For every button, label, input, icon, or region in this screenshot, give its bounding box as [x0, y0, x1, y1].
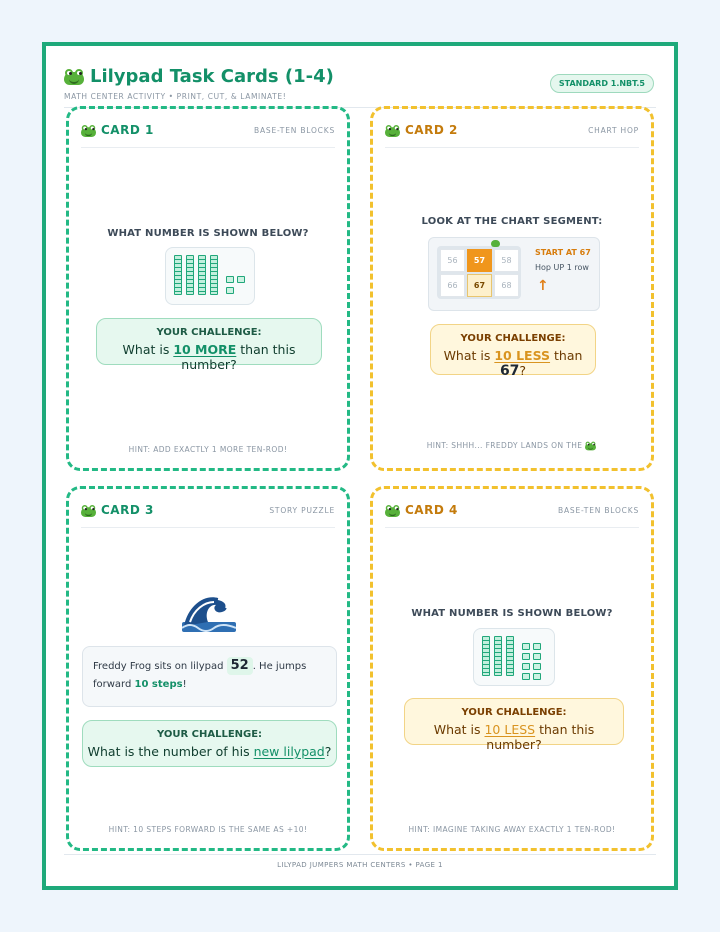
ten-rod	[198, 255, 206, 295]
standard-badge: STANDARD 1.NBT.5	[550, 74, 654, 93]
chart-cell: 68	[494, 274, 519, 297]
card-hint: HINT: SHHH... FREDDY LANDS ON THE	[373, 438, 651, 454]
frog-icon	[385, 505, 397, 517]
task-card-1	[66, 106, 350, 471]
card-header	[81, 123, 335, 148]
card-number: CARD 3	[101, 503, 154, 517]
page-title: Lilypad Task Cards (1-4)	[90, 66, 334, 87]
one-unit	[237, 276, 245, 283]
ten-rod	[210, 255, 218, 295]
story-box: Freddy Frog sits on lilypad 52 . He jumps forward 10 steps!	[82, 646, 337, 707]
frog-icon	[81, 125, 93, 137]
card-type: CHART HOP	[588, 126, 639, 135]
chart-cell-start: 67	[467, 274, 492, 297]
card-hint: HINT: 10 STEPS FORWARD IS THE SAME AS +10!	[108, 825, 308, 834]
base-ten-blocks	[473, 628, 555, 686]
one-unit	[522, 643, 530, 650]
frog-icon	[585, 442, 592, 451]
frog-icon	[491, 240, 500, 247]
challenge-label: YOUR CHALLENGE:	[156, 729, 263, 740]
one-unit	[522, 673, 530, 680]
one-unit	[522, 663, 530, 670]
challenge-question: What is 10 LESS than 67?	[443, 348, 583, 379]
chart-cell-highlighted: 57	[467, 249, 492, 272]
chart-cell: 58	[494, 249, 519, 272]
card-header	[81, 503, 335, 528]
hundreds-chart-segment	[428, 237, 600, 311]
card-number: CARD 2	[405, 123, 458, 137]
challenge-box	[404, 698, 624, 752]
one-unit	[522, 653, 530, 660]
move-label: Hop UP 1 row	[535, 263, 589, 272]
one-unit	[226, 276, 234, 283]
frog-icon	[385, 125, 397, 137]
challenge-label: YOUR CHALLENGE:	[156, 327, 262, 338]
task-card-4	[370, 486, 654, 851]
card-prompt: WHAT NUMBER IS SHOWN BELOW?	[107, 228, 309, 239]
challenge-box	[82, 720, 337, 767]
ten-rod	[186, 255, 194, 295]
chart-cell: 56	[440, 249, 465, 272]
card-hint: HINT: ADD EXACTLY 1 MORE TEN-ROD!	[128, 445, 288, 454]
page-footer: LILYPAD JUMPERS MATH CENTERS • PAGE 1	[277, 861, 443, 869]
frog-icon	[81, 505, 93, 517]
one-unit	[533, 653, 541, 660]
chart-cell: 66	[440, 274, 465, 297]
ten-rod	[506, 636, 514, 676]
challenge-question: What is the number of his new lilypad?	[87, 744, 332, 759]
card-number: CARD 1	[101, 123, 154, 137]
card-type: BASE-TEN BLOCKS	[558, 506, 639, 515]
card-type: STORY PUZZLE	[269, 506, 335, 515]
wave-icon	[182, 592, 236, 632]
card-prompt: WHAT NUMBER IS SHOWN BELOW?	[411, 608, 613, 619]
one-unit	[533, 643, 541, 650]
lilypad-number: 52	[227, 657, 253, 675]
challenge-label: YOUR CHALLENGE:	[461, 707, 567, 718]
arrow-up-icon: ↑	[537, 278, 549, 294]
one-unit	[533, 673, 541, 680]
card-type: BASE-TEN BLOCKS	[254, 126, 335, 135]
ten-rod	[494, 636, 502, 676]
challenge-box	[96, 318, 322, 372]
title-row	[64, 66, 334, 87]
card-header	[385, 123, 639, 148]
ten-rod	[482, 636, 490, 676]
start-label: START AT 67	[535, 248, 591, 257]
base-ten-blocks	[165, 247, 255, 305]
challenge-question: What is 10 MORE than this number?	[122, 342, 296, 372]
card-prompt: LOOK AT THE CHART SEGMENT:	[421, 216, 603, 227]
card-header	[385, 503, 639, 528]
card-hint: HINT: IMAGINE TAKING AWAY EXACTLY 1 TEN-ROD!	[408, 825, 616, 834]
challenge-question: What is 10 LESS than this number?	[433, 722, 595, 752]
task-card-3	[66, 486, 350, 851]
chart-grid	[437, 246, 521, 299]
ten-rod	[174, 255, 182, 295]
challenge-label: YOUR CHALLENGE:	[460, 333, 566, 344]
frog-icon	[64, 69, 84, 85]
footer-divider	[64, 854, 656, 855]
challenge-box	[430, 324, 596, 379]
one-unit	[226, 287, 234, 294]
card-number: CARD 4	[405, 503, 458, 517]
one-unit	[533, 663, 541, 670]
page-subtitle: MATH CENTER ACTIVITY • PRINT, CUT, & LAMINATE!	[64, 92, 287, 101]
task-card-2	[370, 106, 654, 471]
